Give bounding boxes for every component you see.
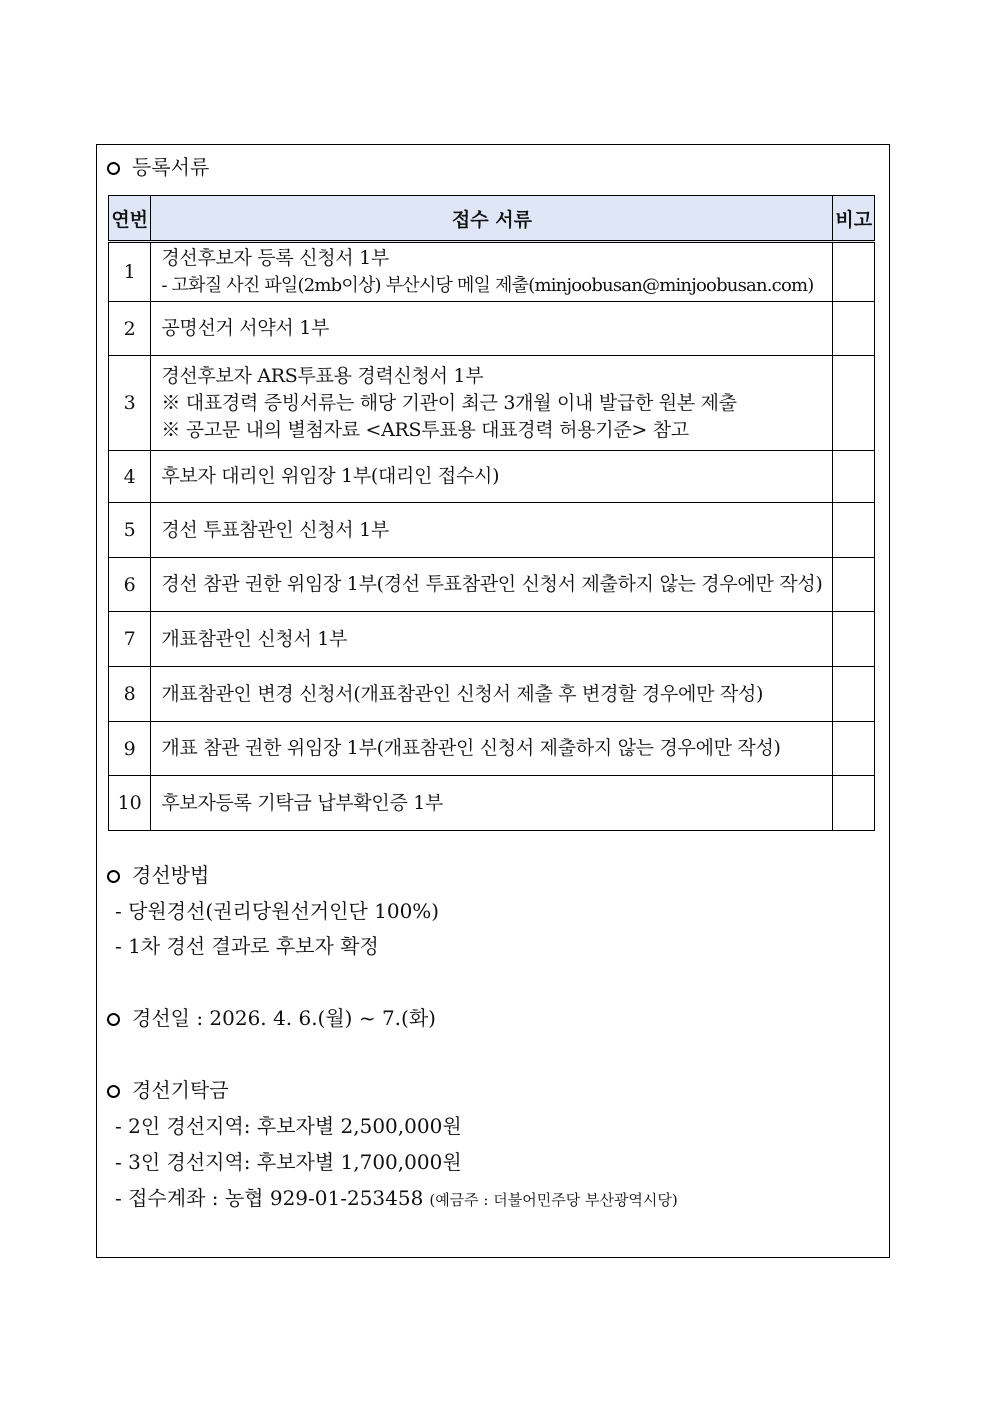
table-row — [109, 356, 875, 451]
account-number: - 접수계좌 : 농협 929-01-253458 — [115, 1186, 424, 1210]
row-note — [833, 356, 875, 451]
row-note — [833, 667, 875, 722]
deposit-item: - 3인 경선지역: 후보자별 1,700,000원 — [115, 1150, 462, 1174]
row-note — [833, 503, 875, 558]
row-note — [833, 776, 875, 831]
document-line: 경선후보자 등록 신청서 1부 — [161, 247, 389, 269]
section-deposit — [107, 1076, 229, 1104]
row-document — [151, 356, 833, 451]
row-document — [151, 242, 833, 302]
row-number: 8 — [109, 667, 151, 722]
document-line: ※ 대표경력 증빙서류는 해당 기관이 최근 3개월 이내 발급한 원본 제출 — [161, 391, 737, 414]
row-note — [833, 302, 875, 356]
row-document — [151, 667, 833, 722]
document-line: 경선 참관 권한 위임장 1부(경선 투표참관인 신청서 제출하지 않는 경우에만 작성) — [161, 573, 823, 595]
row-document — [151, 451, 833, 503]
circle-bullet-icon — [107, 162, 120, 175]
method-item: - 1차 경선 결과로 후보자 확정 — [115, 934, 379, 958]
section-title: 경선방법 — [132, 863, 210, 887]
table-row — [109, 451, 875, 503]
section-registration-docs — [107, 153, 209, 181]
row-document — [151, 503, 833, 558]
document-line: 개표참관인 신청서 1부 — [161, 627, 348, 650]
circle-bullet-icon — [107, 1013, 120, 1026]
circle-bullet-icon — [107, 1085, 120, 1098]
table-row — [109, 612, 875, 667]
header-note: 비고 — [833, 196, 875, 242]
row-document — [151, 776, 833, 831]
deposit-account — [115, 1184, 678, 1214]
row-number: 1 — [109, 242, 151, 302]
row-document — [151, 612, 833, 667]
row-note — [833, 242, 875, 302]
section-date — [107, 1004, 436, 1032]
row-number: 3 — [109, 356, 151, 451]
account-holder: (예금주 : 더불어민주당 부산광역시당) — [429, 1191, 678, 1209]
section-title: 등록서류 — [132, 155, 210, 179]
document-line: 개표참관인 변경 신청서(개표참관인 신청서 제출 후 변경할 경우에만 작성) — [161, 682, 764, 705]
row-note — [833, 451, 875, 503]
document-line: 후보자 대리인 위임장 1부(대리인 접수시) — [161, 465, 500, 487]
section-method — [107, 861, 209, 889]
table-row — [109, 722, 875, 776]
document-frame — [96, 144, 890, 1258]
document-line: 개표 참관 권한 위임장 1부(개표참관인 신청서 제출하지 않는 경우에만 작성) — [161, 737, 781, 759]
row-note — [833, 612, 875, 667]
header-doc: 접수 서류 — [151, 196, 833, 242]
table-row — [109, 242, 875, 302]
row-document — [151, 558, 833, 612]
documents-table — [108, 195, 875, 831]
table-row — [109, 503, 875, 558]
section-title: 경선기탁금 — [132, 1078, 229, 1102]
document-line: 경선후보자 ARS투표용 경력신청서 1부 — [161, 364, 484, 387]
row-note — [833, 722, 875, 776]
header-no: 연번 — [109, 196, 151, 242]
table-row — [109, 667, 875, 722]
row-number: 9 — [109, 722, 151, 776]
table-header-row — [109, 196, 875, 242]
table-row — [109, 558, 875, 612]
deposit-item: - 2인 경선지역: 후보자별 2,500,000원 — [115, 1114, 462, 1138]
row-number: 10 — [109, 776, 151, 831]
row-document — [151, 302, 833, 356]
row-number: 6 — [109, 558, 151, 612]
row-note — [833, 558, 875, 612]
row-number: 7 — [109, 612, 151, 667]
row-number: 2 — [109, 302, 151, 356]
document-line: ※ 공고문 내의 별첨자료 <ARS투표용 대표경력 허용기준> 참고 — [161, 418, 689, 441]
document-line: 후보자등록 기탁금 납부확인증 1부 — [161, 791, 444, 814]
row-number: 5 — [109, 503, 151, 558]
row-number: 4 — [109, 451, 151, 503]
circle-bullet-icon — [107, 870, 120, 883]
table-row — [109, 776, 875, 831]
document-line: 경선 투표참관인 신청서 1부 — [161, 518, 389, 541]
section-title: 경선일 : 2026. 4. 6.(월) ~ 7.(화) — [132, 1006, 436, 1030]
method-item: - 당원경선(권리당원선거인단 100%) — [115, 899, 440, 923]
document-line: 공명선거 서약서 1부 — [161, 317, 330, 339]
row-document — [151, 722, 833, 776]
document-line: - 고화질 사진 파일(2mb이상) 부산시당 메일 제출(minjoobusan@minjoobusan.com) — [161, 275, 814, 296]
table-row — [109, 302, 875, 356]
